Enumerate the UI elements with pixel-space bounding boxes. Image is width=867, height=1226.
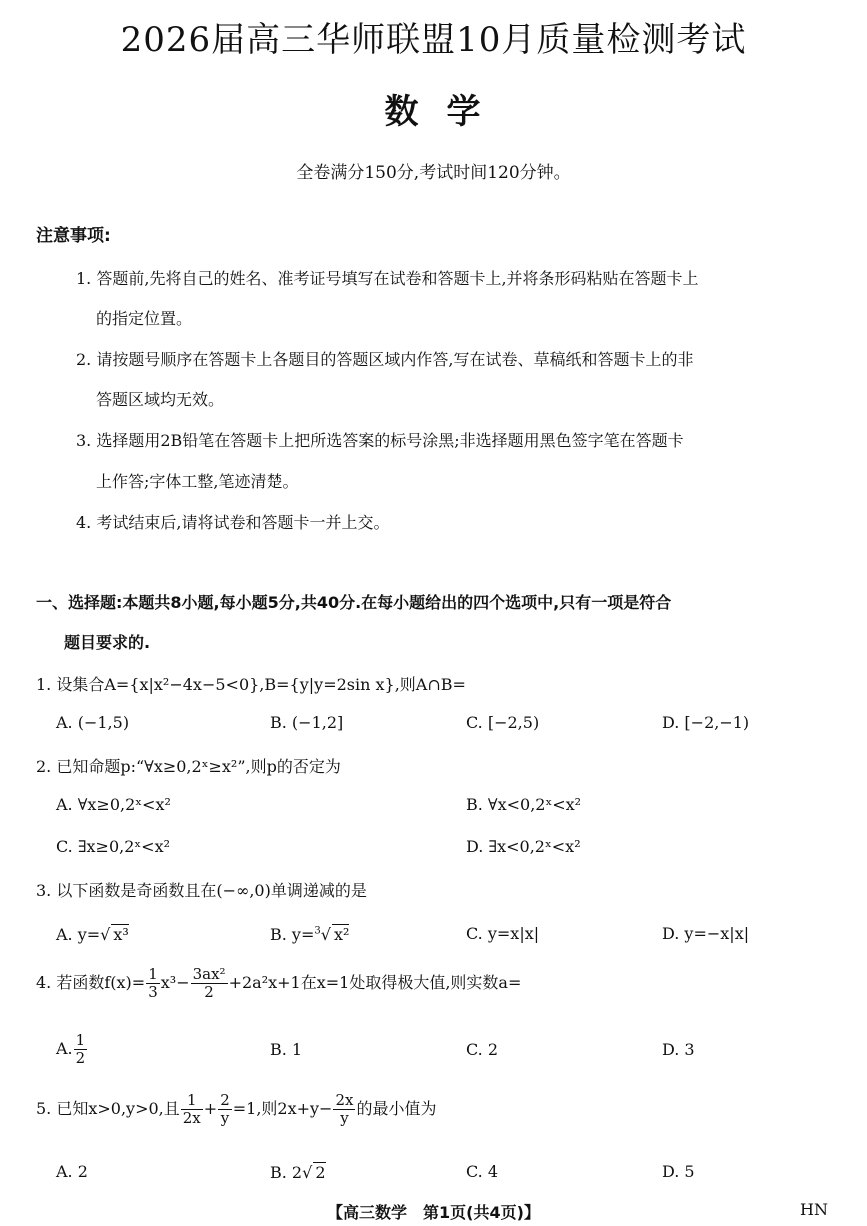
fraction-numerator: 1	[181, 1092, 203, 1110]
page-footer: 【高三数学 第1页(共4页)】	[327, 1203, 540, 1222]
q3-option-a-prefix: A. y=	[56, 925, 101, 944]
q3-option-b-radicand: x²	[333, 925, 350, 944]
sqrt-symbol: √	[302, 1163, 313, 1182]
q1-option-d: D. [−2,−1)	[662, 713, 750, 732]
fraction	[218, 1092, 232, 1127]
q2-option-d: D. ∃x<0,2ˣ<x²	[466, 837, 581, 856]
q2-option-c: C. ∃x≥0,2ˣ<x²	[56, 837, 171, 856]
fraction-denominator: 2	[204, 983, 214, 1001]
q3-option-b	[270, 924, 349, 944]
q4-stem-suffix: +2a²x+1在x=1处取得极大值,则实数a=	[228, 973, 522, 992]
q5-option-a: A. 2	[56, 1162, 88, 1181]
question-2-stem: 2. 已知命题p:“∀x≥0,2ˣ≥x²”,则p的否定为	[36, 757, 341, 776]
notice-heading: 注意事项:	[36, 226, 111, 246]
fraction-numerator: 3ax²	[192, 965, 226, 983]
q5-stem-prefix: 5. 已知x>0,y>0,且	[36, 1099, 180, 1118]
q3-option-a-radicand: x³	[113, 925, 129, 944]
q5-option-d: D. 5	[662, 1162, 695, 1181]
root-index: 3	[314, 925, 321, 937]
q1-option-b: B. (−1,2]	[270, 713, 344, 732]
subject-title: 数学	[384, 92, 509, 132]
notice-item-1: 1. 答题前,先将自己的姓名、准考证号填写在试卷和答题卡上,并将条形码粘贴在答题卡上	[76, 269, 699, 288]
q5-stem-suffix: 的最小值为	[356, 1099, 437, 1118]
q5-option-c: C. 4	[466, 1162, 499, 1181]
fraction-numerator: 2x	[335, 1091, 354, 1109]
question-3-stem: 3. 以下函数是奇函数且在(−∞,0)单调递减的是	[36, 881, 367, 900]
region-code: HN	[800, 1200, 828, 1219]
fraction-denominator: 2	[75, 1049, 86, 1067]
section-heading: 一、选择题:本题共8小题,每小题5分,共40分.在每小题给出的四个选项中,只有一项是符合	[36, 593, 672, 612]
q1-option-a: A. (−1,5)	[56, 713, 130, 732]
fraction-numerator: 1	[148, 965, 158, 983]
q4-option-d: D. 3	[662, 1040, 695, 1059]
q3-option-d: D. y=−x|x|	[662, 924, 750, 943]
notice-item-2-cont: 答题区域均无效。	[96, 390, 225, 409]
fraction-numerator: 1	[75, 1031, 86, 1049]
notice-item-3-cont: 上作答;字体工整,笔迹清楚。	[96, 472, 299, 491]
q2-option-b: B. ∀x<0,2ˣ<x²	[466, 795, 582, 814]
q4-option-c: C. 2	[466, 1040, 499, 1059]
q3-option-a	[56, 924, 129, 944]
fraction	[191, 966, 228, 1001]
fraction-numerator: 2	[220, 1091, 230, 1109]
plus-sign: +	[203, 1099, 218, 1118]
q4-stem-middle: x³−	[160, 973, 190, 992]
fraction	[181, 1092, 203, 1127]
exam-title: 2026届高三华师联盟10月质量检测考试	[120, 20, 747, 60]
fraction-denominator: y	[340, 1109, 349, 1127]
notice-item-3: 3. 选择题用2B铅笔在答题卡上把所选答案的标号涂黑;非选择题用黑色签字笔在答题卡	[76, 431, 684, 450]
notice-item-1-cont: 的指定位置。	[96, 309, 193, 328]
score-info: 全卷满分150分,考试时间120分钟。	[296, 163, 571, 183]
q5-option-b-radicand: 2	[315, 1163, 326, 1182]
q4-option-b: B. 1	[270, 1040, 303, 1059]
q5-option-b	[270, 1162, 326, 1182]
question-1-stem: 1. 设集合A={x|x²−4x−5<0},B={y|y=2sin x},则A∩B=	[36, 675, 466, 694]
notice-item-2: 2. 请按题号顺序在答题卡上各题目的答题区域内作答,写在试卷、草稿纸和答题卡上的非	[76, 350, 694, 369]
fraction-denominator: 2x	[182, 1109, 201, 1127]
q3-option-c: C. y=x|x|	[466, 924, 540, 943]
q5-option-b-prefix: B. 2	[270, 1163, 303, 1182]
q3-option-b-prefix: B. y=	[270, 925, 315, 944]
fraction-denominator: 3	[148, 983, 158, 1001]
q4-option-a	[56, 1032, 88, 1067]
fraction	[333, 1092, 355, 1127]
fraction	[74, 1032, 88, 1067]
q1-option-c: C. [−2,5)	[466, 713, 540, 732]
question-5-stem	[36, 1092, 437, 1127]
fraction	[146, 966, 160, 1001]
sqrt-symbol: √	[100, 925, 111, 944]
section-heading-cont: 题目要求的.	[64, 633, 151, 652]
question-4-stem	[36, 966, 521, 1001]
sqrt-symbol: √	[320, 925, 331, 944]
notice-item-4: 4. 考试结束后,请将试卷和答题卡一并上交。	[76, 513, 390, 532]
q5-stem-middle: =1,则2x+y−	[232, 1099, 333, 1118]
q2-option-a: A. ∀x≥0,2ˣ<x²	[56, 795, 171, 814]
fraction-denominator: y	[220, 1109, 230, 1127]
q4-stem-prefix: 4. 若函数f(x)=	[36, 973, 146, 992]
q4-option-a-prefix: A.	[56, 1039, 73, 1058]
